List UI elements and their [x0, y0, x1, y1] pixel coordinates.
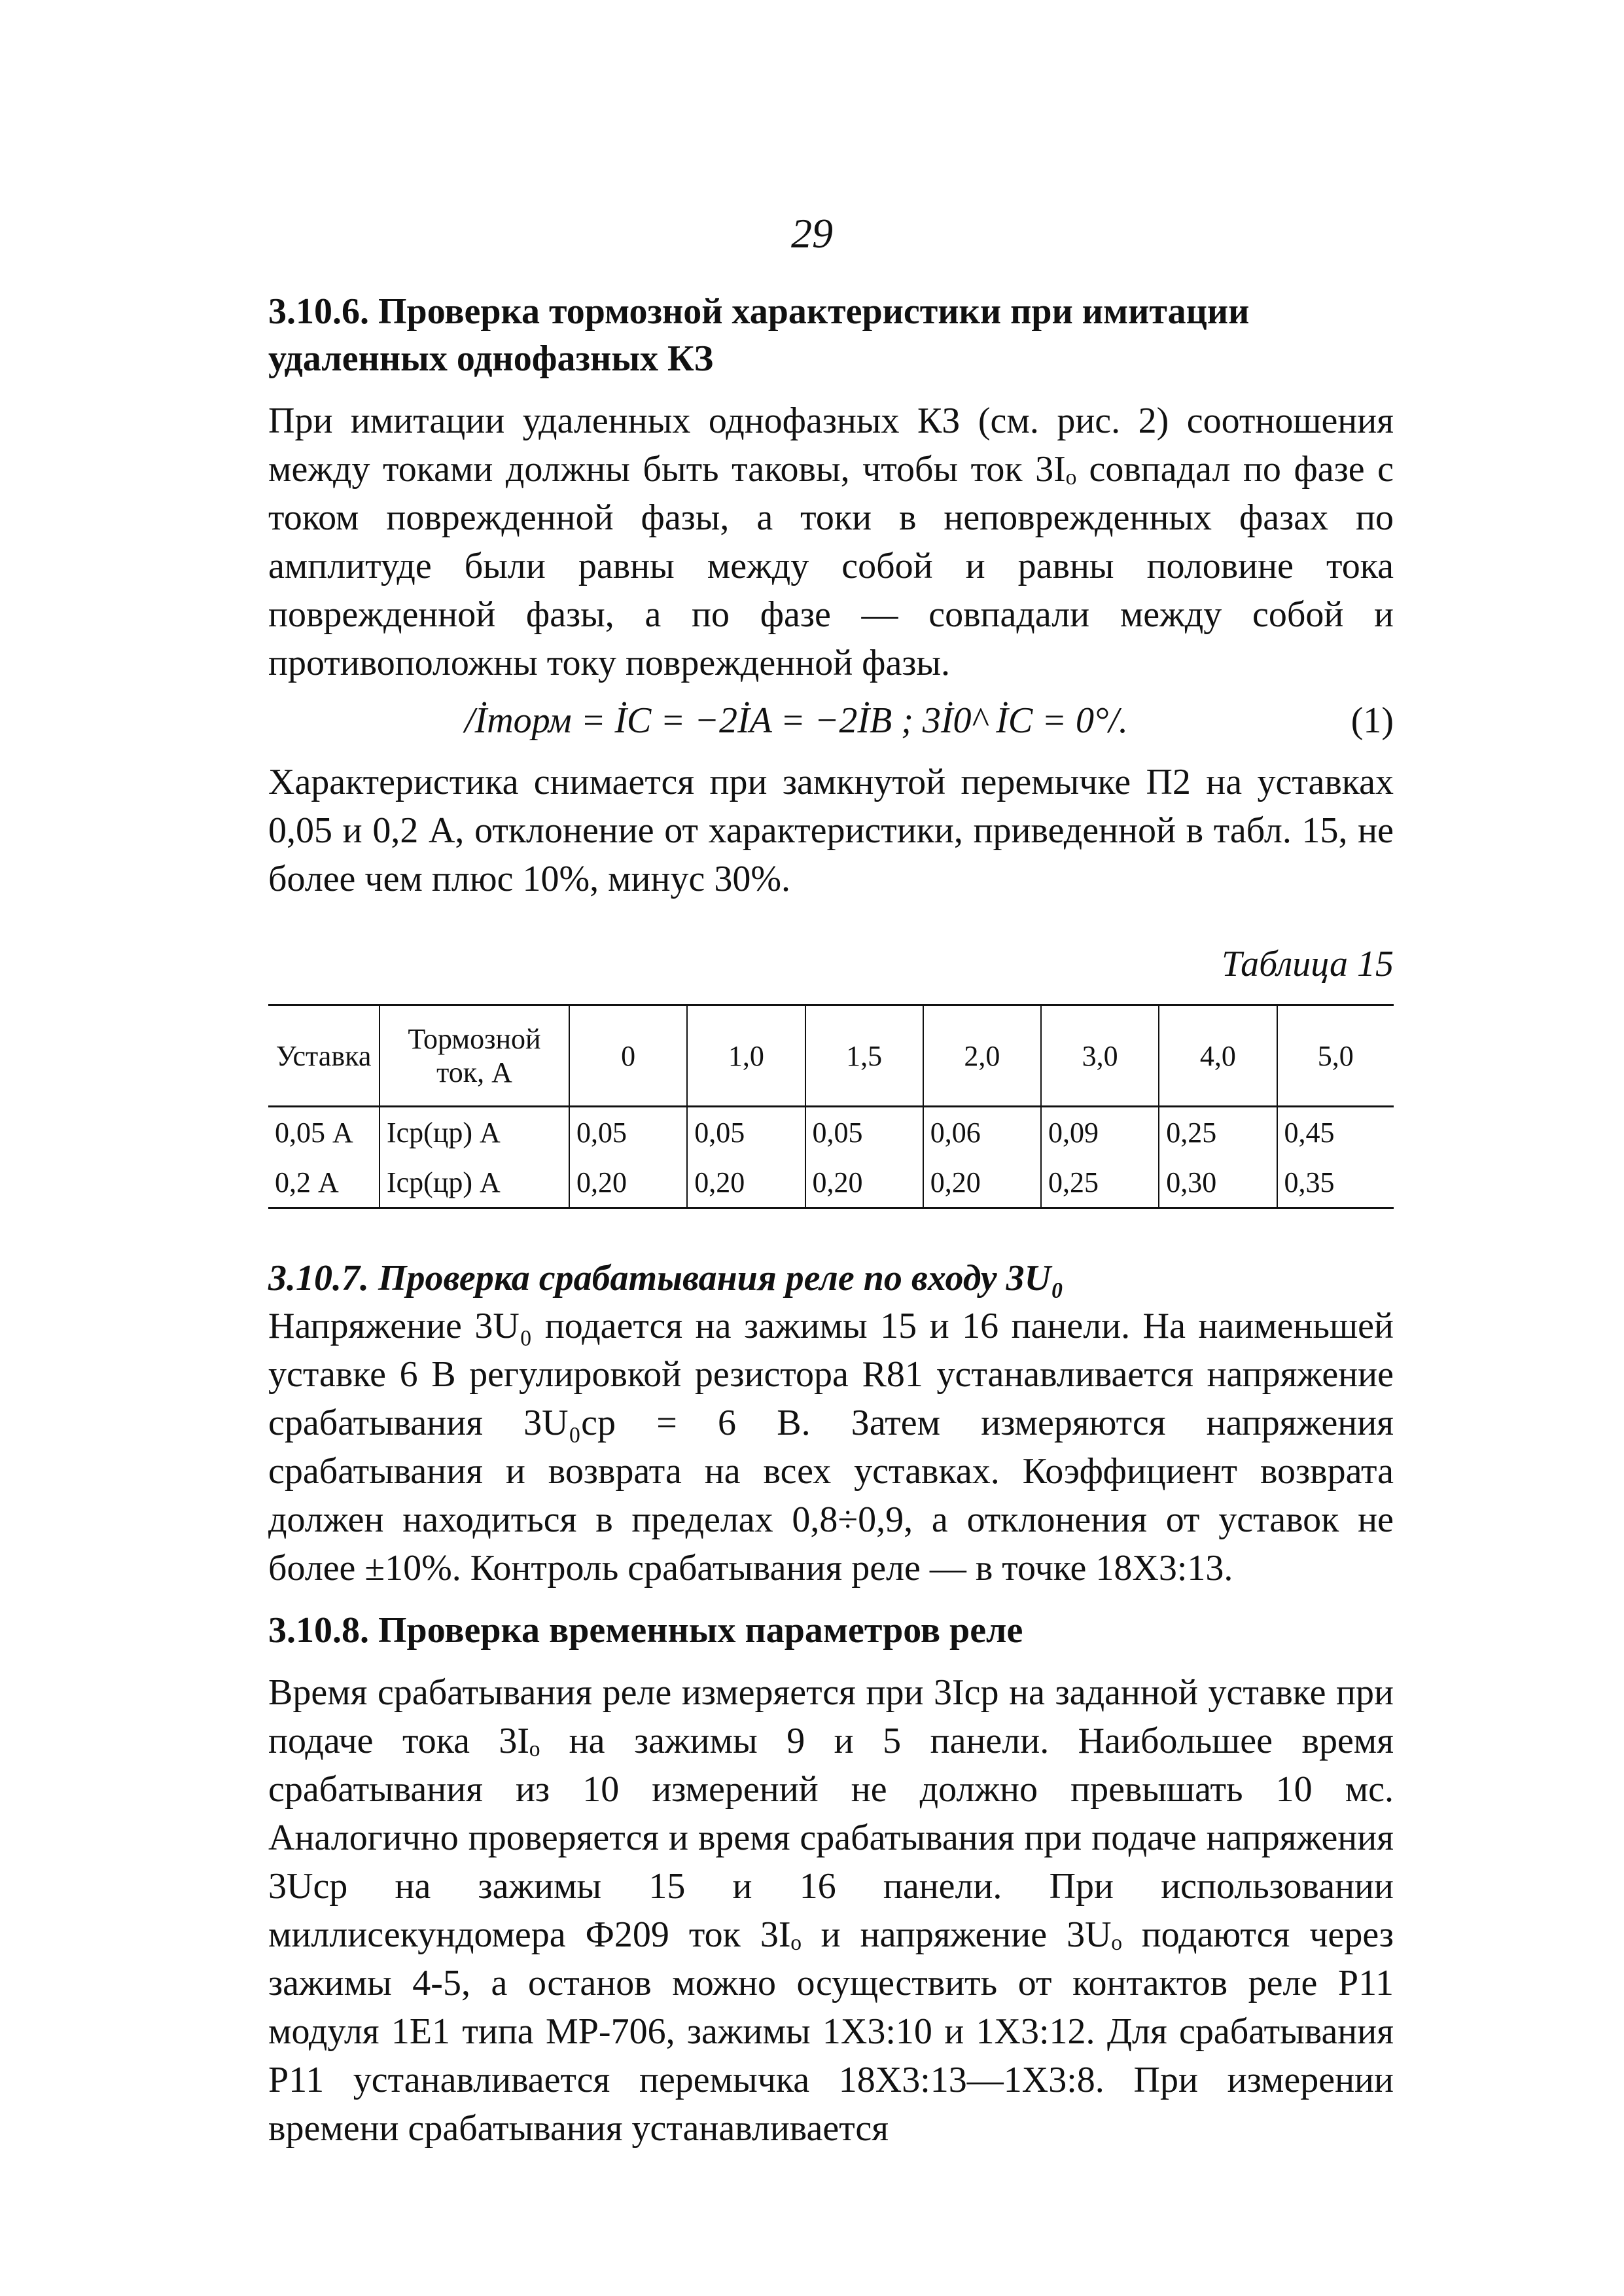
table-cell: 0,05 А: [268, 1107, 380, 1158]
table-row: [268, 1157, 1394, 1208]
table-cell: 0,05: [687, 1107, 805, 1158]
paragraph: При имитации удаленных однофазных КЗ (см. рис. 2) соотношения между токами должны быть таковы, чтобы ток 3Iₒ совпадал по фазе с током поврежденной фазы, а токи в неповрежденных фазах по амплитуде были равны между собой и равны половине тока поврежденной фазы, а по фазе — совпадали между собой и противоположны току поврежденной фазы.: [268, 401, 1394, 683]
section-3-10-7: [268, 1255, 1394, 1592]
table-cell: Iср(цр) А: [380, 1107, 569, 1158]
data-table: [268, 1004, 1394, 1209]
section-heading: 3.10.7. Проверка срабатывания реле по входу 3U₀: [268, 1258, 1064, 1299]
table-cell: 0,09: [1041, 1107, 1159, 1158]
section-heading: 3.10.6. Проверка тормозной характеристики при имитации удаленных однофазных КЗ: [268, 291, 1250, 379]
table-cell: 0,05: [569, 1107, 687, 1158]
table-cell: Iср(цр) А: [380, 1157, 569, 1208]
paragraph: Время срабатывания реле измеряется при 3Iср на заданной уставке при подаче тока 3Iₒ на зажимы 9 и 5 панели. Наибольшее время срабатывания из 10 измерений не должно превышать 10 мс. Аналогично проверяется и время срабатывания при подаче напряжения 3Uср на зажимы 15 и 16 панели. При использовании миллисекундомера Ф209 ток 3Iₒ и напряжение 3Uₒ подаются через зажимы 4-5, а останов можно осуществить от контактов реле Р11 модуля 1Е1 типа МР-706, зажимы 1Х3:10 и 1Х3:12. Для срабатывания Р11 устанавливается перемычка 18Х3:13—1Х3:8. При измерении времени срабатывания устанавливается: [268, 1672, 1394, 2149]
section-heading: 3.10.8. Проверка временных параметров реле: [268, 1610, 1023, 1651]
table-cell: 0,06: [923, 1107, 1041, 1158]
column-header: Тормозной ток, А: [380, 1005, 569, 1107]
column-header: 0: [569, 1005, 687, 1107]
table-cell: 0,20: [569, 1157, 687, 1208]
table-cell: 0,35: [1284, 1166, 1335, 1198]
column-header: 1,5: [805, 1005, 923, 1107]
table-cell: 0,20: [923, 1157, 1041, 1208]
table-cell: 0,20: [687, 1157, 805, 1208]
table-cell: 0,25: [1159, 1107, 1277, 1158]
column-header: 1,0: [687, 1005, 805, 1107]
formula-number: (1): [1350, 700, 1394, 741]
column-header: 5,0: [1317, 1039, 1354, 1072]
column-header: 2,0: [923, 1005, 1041, 1107]
formula-row: [268, 696, 1394, 749]
table-caption: Таблица 15: [1222, 944, 1394, 984]
section-3-10-6: [268, 288, 1394, 903]
page-content: [268, 288, 1394, 2153]
table-cell: 0,45: [1284, 1116, 1335, 1149]
paragraph: Характеристика снимается при замкнутой перемычке П2 на уставках 0,05 и 0,2 А, отклонение от характеристики, приведенной в табл. 15, не более чем плюс 10%, минус 30%.: [268, 762, 1394, 899]
column-header: Уставка: [268, 1005, 380, 1107]
table-cell: 0,2 А: [268, 1157, 380, 1208]
table-cell: 0,30: [1159, 1157, 1277, 1208]
table-row: [268, 1107, 1394, 1158]
page-number: 29: [791, 210, 833, 257]
table-cell: 0,05: [805, 1107, 923, 1158]
formula: /İторм = İC = −2İA = −2İB ; 3İ0^ İC = 0°/.: [465, 700, 1128, 741]
paragraph: Напряжение 3U₀ подается на зажимы 15 и 16 панели. На наименьшей уставке 6 В регулировкой резистора R81 устанавливается напряжение срабатывания 3U₀ср = 6 В. Затем измеряются напряжения срабатывания и возврата на всех уставках. Коэффициент возврата должен находиться в пределах 0,8÷0,9, а отклонения от уставок не более ±10%. Контроль срабатывания реле — в точке 18Х3:13.: [268, 1306, 1394, 1588]
section-3-10-8: [268, 1607, 1394, 2153]
table-header-row: [268, 1005, 1394, 1107]
column-header: 3,0: [1041, 1005, 1159, 1107]
table-cell: 0,25: [1041, 1157, 1159, 1208]
table-cell: 0,20: [805, 1157, 923, 1208]
column-header: 4,0: [1159, 1005, 1277, 1107]
